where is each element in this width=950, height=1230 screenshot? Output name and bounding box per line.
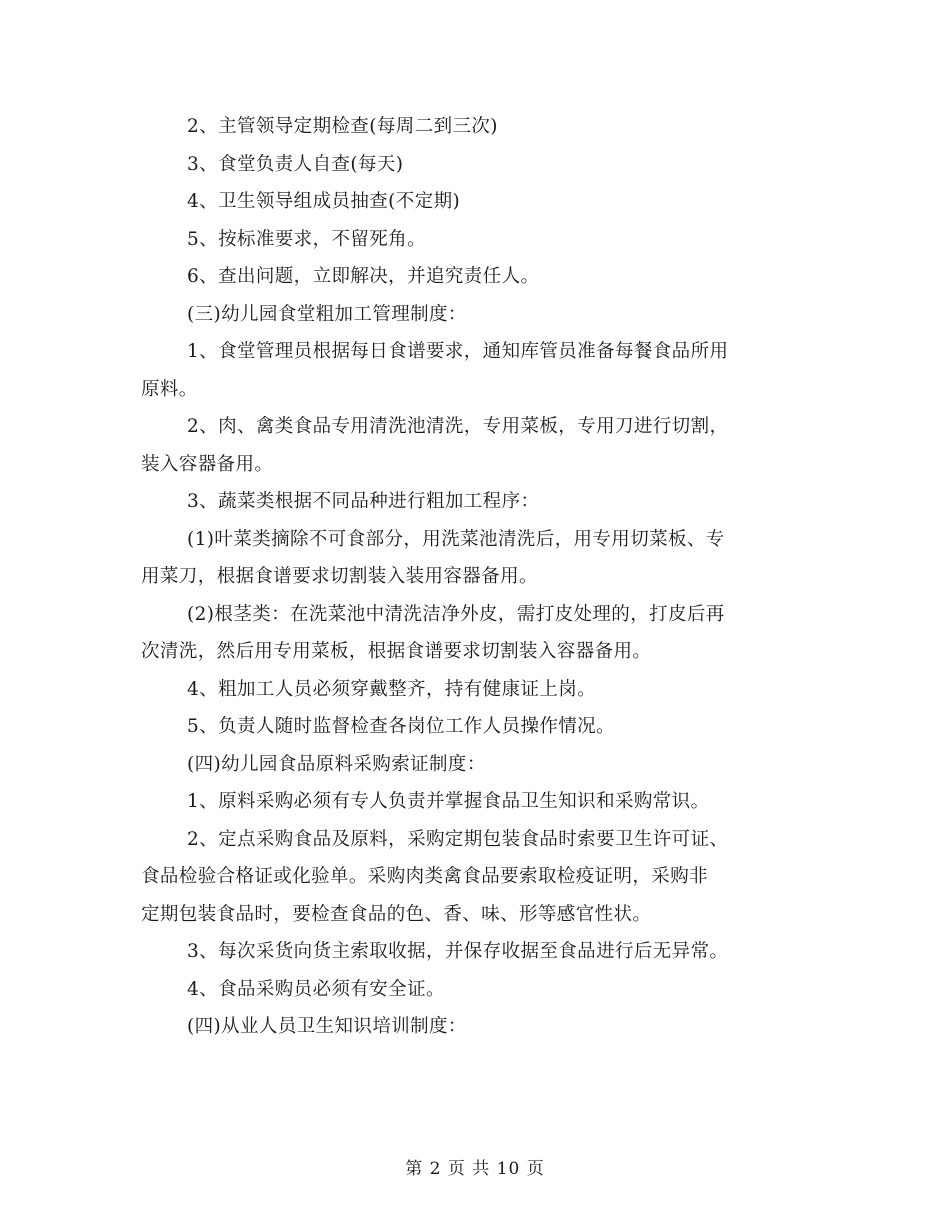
section-heading: (四)幼儿园食品原料采购索证制度： [187, 753, 486, 775]
paragraph-line: 4、粗加工人员必须穿戴整齐，持有健康证上岗。 [187, 678, 597, 700]
paragraph-line: 定期包装食品时，要检查食品的色、香、味、形等感官性状。 [141, 903, 652, 925]
paragraph-line: 原料。 [141, 378, 198, 400]
document-body [141, 108, 811, 1046]
paragraph-line: 装入容器备用。 [141, 453, 274, 475]
paragraph-line: 2、定点采购食品及原料，采购定期包装食品时索要卫生许可证、 [187, 828, 729, 850]
paragraph-line: 次清洗，然后用专用菜板，根据食谱要求切割装入容器备用。 [141, 641, 652, 662]
paragraph-line: 食品检验合格证或化验单。采购肉类禽食品要索取检疫证明，采购非 [141, 866, 709, 887]
page-number-footer: 第 2 页 共 10 页 [405, 1159, 545, 1179]
paragraph-line: 3、食堂负责人自查(每天) [187, 153, 404, 175]
paragraph-line: 1、原料采购必须有专人负责并掌握食品卫生知识和采购常识。 [187, 791, 710, 812]
paragraph-line: 3、每次采货向货主索取收据，并保存收据至食品进行后无异常。 [187, 941, 729, 962]
section-heading: (三)幼儿园食堂粗加工管理制度： [187, 303, 467, 325]
paragraph-line: 2、肉、禽类食品专用清洗池清洗，专用菜板，专用刀进行切割， [187, 416, 729, 437]
paragraph-line: (2)根茎类：在洗菜池中清洗洁净外皮，需打皮处理的，打皮后再 [187, 603, 725, 625]
paragraph-line: 2、主管领导定期检查(每周二到三次) [187, 116, 498, 137]
paragraph-line: 5、负责人随时监督检查各岗位工作人员操作情况。 [187, 716, 615, 737]
paragraph-line: 用菜刀，根据食谱要求切割装入装用容器备用。 [141, 566, 538, 587]
paragraph-line: 5、按标准要求，不留死角。 [187, 228, 426, 250]
paragraph-line: 1、食堂管理员根据每日食谱要求，通知库管员准备每餐食品所用 [187, 341, 729, 362]
paragraph-line: 4、食品采购员必须有安全证。 [187, 978, 445, 1000]
paragraph-line: (1)叶菜类摘除不可食部分，用洗菜池清洗后，用专用切菜板、专 [187, 528, 725, 550]
paragraph-line: 6、查出问题，立即解决，并追究责任人。 [187, 266, 540, 287]
paragraph-line: 4、卫生领导组成员抽查(不定期) [187, 191, 461, 212]
section-heading: (四)从业人员卫生知识培训制度： [187, 1016, 467, 1037]
paragraph-line: 3、蔬菜类根据不同品种进行粗加工程序： [187, 491, 540, 512]
